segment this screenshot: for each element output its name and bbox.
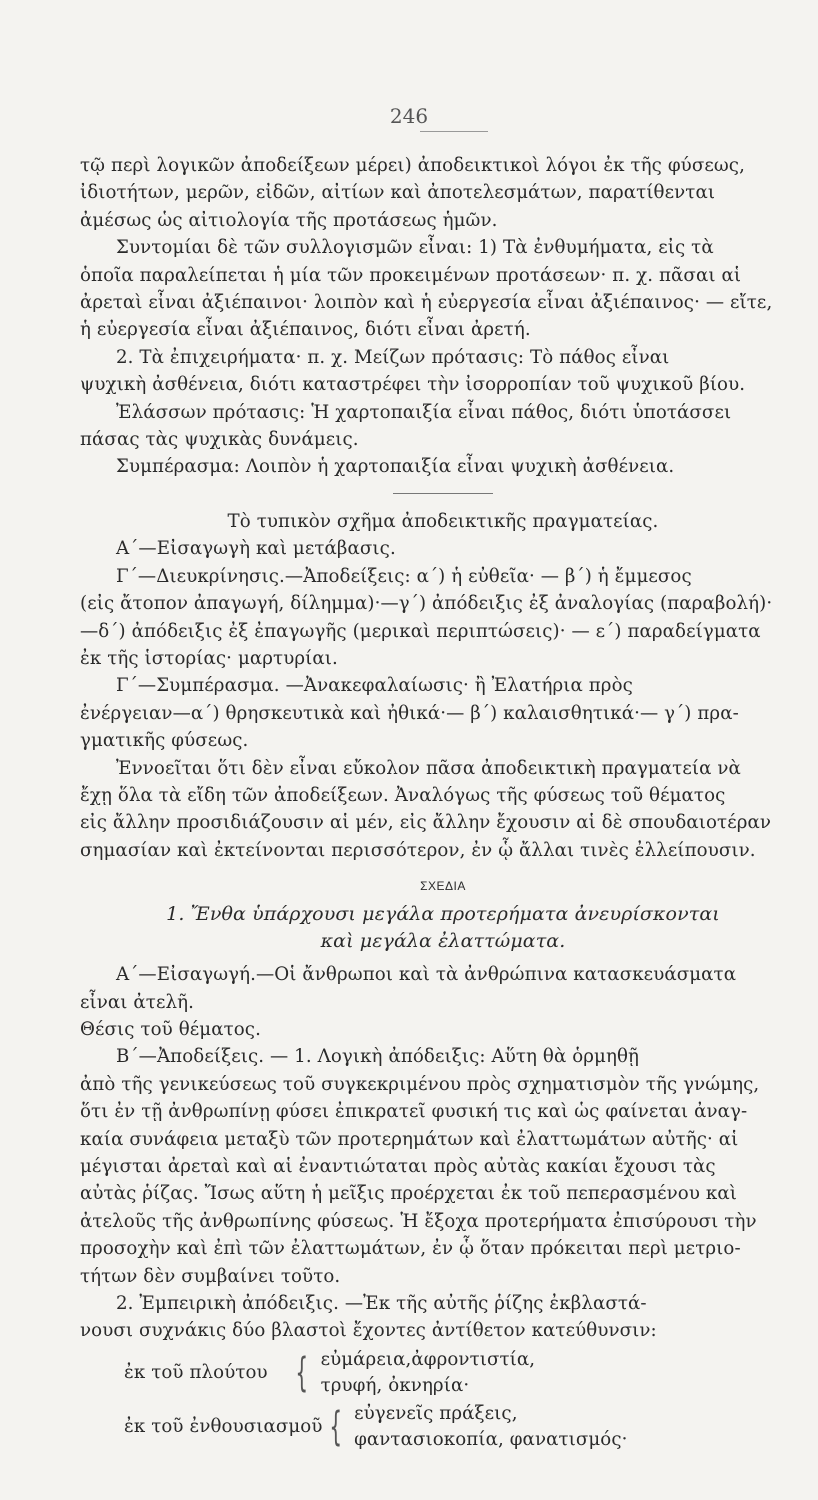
text-line: εἶναι ἀτελῆ. bbox=[80, 991, 194, 1013]
text-line: 2. Τὰ ἐπιχειρήματα· π. χ. Μείζων πρότασις: Τὸ πάθος εἶναι bbox=[116, 346, 670, 368]
brace-items bbox=[354, 1401, 627, 1453]
brace-item: φαντασιοκοπία, φανατισμός· bbox=[354, 1428, 628, 1450]
text-line: ὅτι ἐν τῇ ἀνθρωπίνῃ φύσει ἐπικρατεῖ φυσική τις καὶ ὡς φαίνεται ἀναγ- bbox=[80, 1101, 748, 1123]
text-line: ἐκ τῆς ἱστορίας· μαρτυρίαι. bbox=[80, 647, 338, 669]
text-line: Γ΄—Συμπέρασμα. —Ἀνακεφαλαίωσις· ἢ Ἐλατήρια πρὸς bbox=[116, 675, 633, 697]
text-line: Θέσις τοῦ θέματος. bbox=[80, 1018, 261, 1040]
text-line: γματικῆς φύσεως. bbox=[80, 730, 249, 752]
text-line: —δ΄) ἀπόδειξις ἐξ ἐπαγωγῆς (μερικαὶ περιπτώσεις)· — ε΄) παραδείγματα bbox=[80, 620, 761, 642]
text-line: μέγισται ἀρεταὶ καὶ αἱ ἐναντιώταται πρὸς αὐτὰς κακίαι ἔχουσι τὰς bbox=[80, 1156, 716, 1177]
brace-item: τρυφή, ὀκνηρία· bbox=[320, 1374, 470, 1396]
sketches-heading: ΣΧΕΔΙΑ bbox=[420, 879, 466, 894]
text-line: ἀμέσως ὡς αἰτιολογία τῆς προτάσεως ἡμῶν. bbox=[80, 209, 498, 231]
text-line: ἐνέργειαν—α΄) θρησκευτικὰ καὶ ἠθικά·— β΄) καλαισθητικά·— γ΄) πρα- bbox=[80, 702, 739, 724]
text-line: ἀπὸ τῆς γενικεύσεως τοῦ συγκεκριμένου πρὸς σχηματισμὸν τῆς γνώμης, bbox=[80, 1073, 760, 1095]
brace-item: εὐμάρεια,ἀφροντιστία, bbox=[320, 1348, 536, 1370]
text-line: Γ΄—Διευκρίνησις.—Ἀποδείξεις: α΄) ἡ εὐθεῖα· — β΄) ἡ ἔμμεσος bbox=[116, 565, 692, 587]
text-line: (εἰς ἄτοπον ἀπαγωγή, δίλημμα)·—γ΄) ἀπόδειξις ἐξ ἀναλογίας (παραβολή)· bbox=[80, 593, 773, 615]
brace-icon: { bbox=[328, 1403, 342, 1450]
brace-group-enthusiasm bbox=[124, 1401, 806, 1453]
text-line: Ἐλάσσων πρότασις: Ἡ χαρτοπαιξία εἶναι πάθος, διότι ὑποτάσσει bbox=[116, 401, 732, 423]
text-line: ἔχῃ ὅλα τὰ εἴδη τῶν ἀποδείξεων. Ἀναλόγως τῆς φύσεως τοῦ θέματος bbox=[80, 784, 726, 806]
text-line: αὐτὰς ῥίζας. Ἴσως αὕτη ἡ μεῖξις προέρχεται ἐκ τοῦ πεπερασμένου καὶ bbox=[80, 1183, 737, 1205]
text-line: τῷ περὶ λογικῶν ἀποδείξεων μέρει) ἀποδεικτικοὶ λόγοι ἐκ τῆς φύσεως, bbox=[80, 155, 745, 176]
text-line: Συμπέρασμα: Λοιπὸν ἡ χαρτοπαιξία εἶναι ψυχικὴ ἀσθένεια. bbox=[116, 456, 675, 478]
text-line: προσοχὴν καὶ ἐπὶ τῶν ἐλαττωμάτων, ἐν ᾧ ὅταν πρόκειται περὶ μετριο- bbox=[80, 1238, 741, 1260]
text-line: ἀρεταὶ εἶναι ἀξιέπαινοι· λοιπὸν καὶ ἡ εὐεργεσία εἶναι ἀξιέπαινος· — εἴτε, bbox=[80, 292, 773, 314]
text-line: καία συνάφεια μεταξὺ τῶν προτερημάτων καὶ ἐλαττωμάτων αὐτῆς· αἱ bbox=[80, 1128, 739, 1150]
page-body bbox=[80, 152, 806, 1455]
section-title: Τὸ τυπικὸν σχῆμα ἀποδεικτικῆς πραγματείας. bbox=[227, 510, 659, 532]
brace-label: ἐκ τοῦ ἐνθουσιασμοῦ bbox=[124, 1416, 323, 1438]
brace-group-wealth bbox=[124, 1347, 806, 1399]
text-line: νουσι συχνάκις δύο βλαστοὶ ἔχοντες ἀντίθετον κατεύθυνσιν: bbox=[80, 1320, 657, 1342]
text-line: Α΄—Εἰσαγωγή.—Οἱ ἄνθρωποι καὶ τὰ ἀνθρώπινα κατασκευάσματα bbox=[116, 964, 737, 986]
brace-item: εὐγενεῖς πράξεις, bbox=[354, 1402, 518, 1424]
text-line: Συντομίαι δὲ τῶν συλλογισμῶν εἶναι: 1) Τὰ ἐνθυμήματα, εἰς τὰ bbox=[116, 237, 714, 259]
text-line: εἰς ἄλλην προσιδιάζουσιν αἱ μέν, εἰς ἄλλην ἔχουσιν αἱ δὲ σπουδαιοτέραν bbox=[80, 812, 772, 834]
text-line: Α΄—Εἰσαγωγὴ καὶ μετάβασις. bbox=[116, 538, 396, 560]
brace-icon: { bbox=[295, 1349, 309, 1396]
text-line: ἡ εὐεργεσία εἶναι ἀξιέπαινος, διότι εἶναι ἀρετή. bbox=[80, 319, 531, 341]
text-line: ὁποῖα παραλείπεται ἡ μία τῶν προκειμένων προτάσεων· π. χ. πᾶσαι αἱ bbox=[80, 264, 742, 286]
text-line: ψυχικὴ ἀσθένεια, διότι καταστρέφει τὴν ἰσορροπίαν τοῦ ψυχικοῦ βίου. bbox=[80, 374, 746, 396]
section-divider bbox=[393, 493, 493, 494]
brace-items bbox=[321, 1347, 536, 1399]
sketch-title: 1. Ἔνθα ὑπάρχουσι μεγάλα προτερήματα ἀνευρίσκονται bbox=[166, 903, 720, 926]
text-line: Β΄—Ἀποδείξεις. — 1. Λογικὴ ἀπόδειξις: Αὕτη θὰ ὁρμηθῇ bbox=[116, 1046, 640, 1068]
text-line: ἀτελοῦς τῆς ἀνθρωπίνης φύσεως. Ἡ ἔξοχα προτερήματα ἐπισύρουσι τὴν bbox=[80, 1210, 757, 1232]
text-line: πάσας τὰς ψυχικὰς δυνάμεις. bbox=[80, 429, 359, 451]
sketch-title: καὶ μεγάλα ἐλαττώματα. bbox=[320, 930, 566, 953]
text-line: τήτων δὲν συμβαίνει τοῦτο. bbox=[80, 1265, 341, 1287]
text-line: Ἐννοεῖται ὅτι δὲν εἶναι εὔκολον πᾶσα ἀποδεικτικὴ πραγματεία νὰ bbox=[116, 757, 741, 779]
text-line: ἰδιοτήτων, μερῶν, εἰδῶν, αἰτίων καὶ ἀποτελεσμάτων, παρατίθενται bbox=[80, 182, 716, 204]
page-number: 246 bbox=[389, 104, 429, 128]
text-line: σημασίαν καὶ ἐκτείνονται περισσότερον, ἐν ᾧ ἄλλαι τινὲς ἐλλείπουσιν. bbox=[80, 839, 756, 861]
page-number-rule bbox=[420, 131, 488, 132]
brace-label: ἐκ τοῦ πλούτου bbox=[124, 1362, 268, 1384]
text-line: 2. Ἐμπειρικὴ ἀπόδειξις. —Ἐκ τῆς αὐτῆς ῥίζης ἐκβλαστά- bbox=[116, 1293, 647, 1315]
